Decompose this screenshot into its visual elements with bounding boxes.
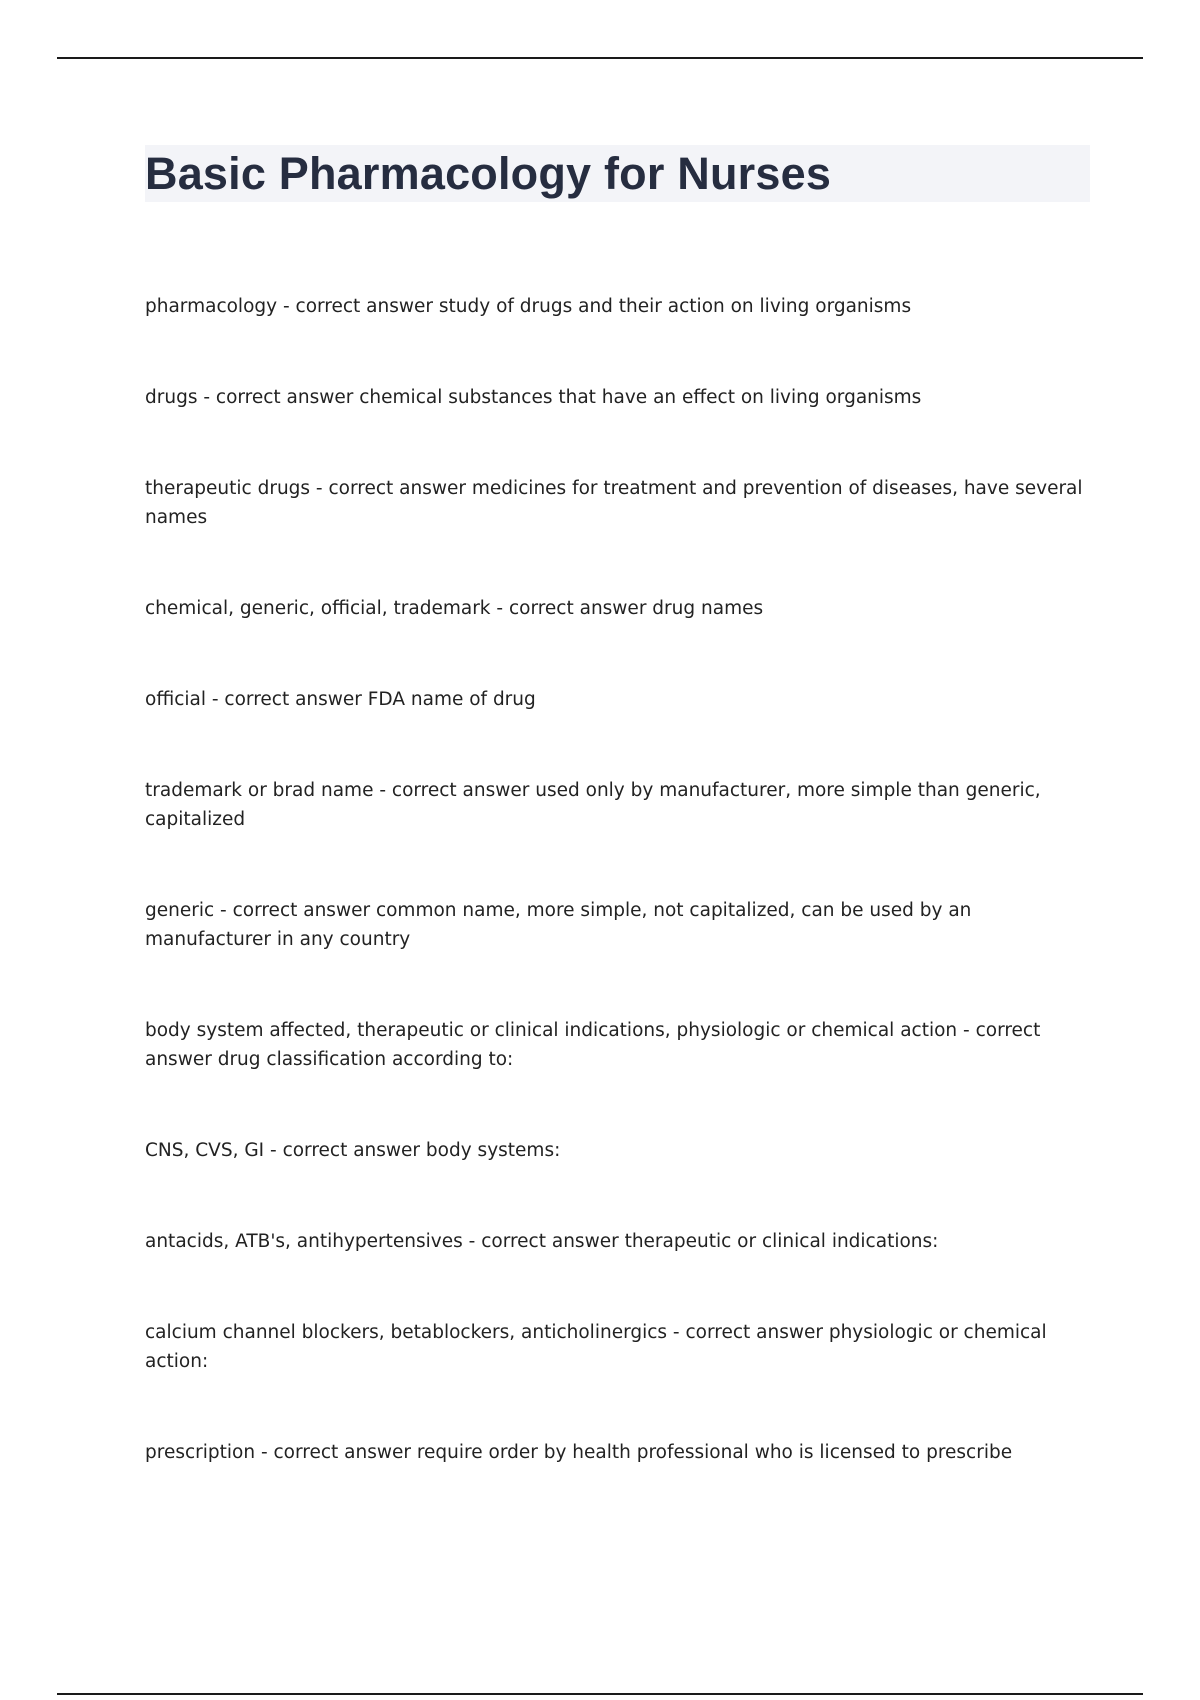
top-rule: [57, 57, 1143, 59]
title-banner: [145, 145, 1090, 202]
bottom-rule: [57, 1693, 1143, 1695]
flashcard-entry: pharmacology - correct answer study of drugs and their action on living organisms: [145, 296, 912, 317]
flashcard-entry: body system affected, therapeutic or clinical indications, physiologic or chemical action - correct answer drug classification according to:: [145, 1020, 1041, 1070]
flashcard-entry: drugs - correct answer chemical substances that have an effect on living organisms: [145, 387, 922, 408]
page-title: Basic Pharmacology for Nurses: [145, 148, 832, 199]
flashcard-entry: therapeutic drugs - correct answer medicines for treatment and prevention of diseases, have several names: [145, 478, 1083, 528]
flashcard-entry: trademark or brad name - correct answer used only by manufacturer, more simple than generic, capitalized: [145, 780, 1041, 830]
flashcard-entry: antacids, ATB's, antihypertensives - correct answer therapeutic or clinical indications:: [145, 1231, 939, 1252]
flashcard-entry: generic - correct answer common name, more simple, not capitalized, can be used by an manufacturer in any country: [145, 900, 972, 950]
flashcard-entry: prescription - correct answer require order by health professional who is licensed to prescribe: [145, 1442, 1013, 1463]
flashcard-list: [145, 292, 1090, 1467]
flashcard-entry: CNS, CVS, GI - correct answer body systems:: [145, 1140, 561, 1161]
flashcard-entry: official - correct answer FDA name of drug: [145, 689, 536, 710]
flashcard-entry: chemical, generic, official, trademark - correct answer drug names: [145, 598, 764, 619]
flashcard-entry: calcium channel blockers, betablockers, anticholinergics - correct answer physiologic or chemical action:: [145, 1322, 1047, 1372]
